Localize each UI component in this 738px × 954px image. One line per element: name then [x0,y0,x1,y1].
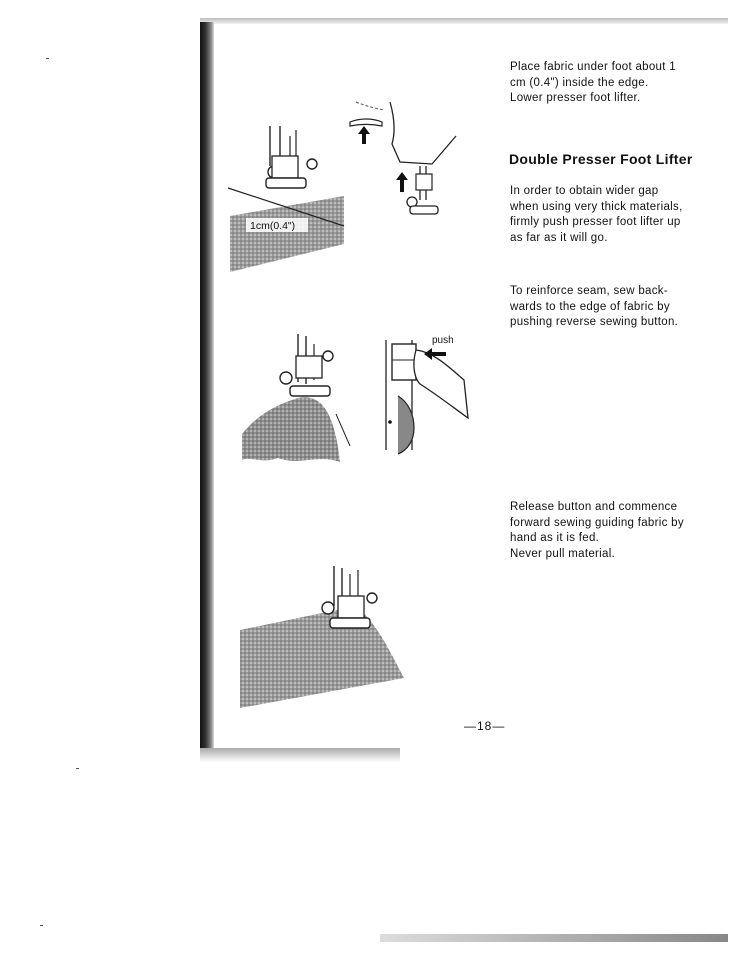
instruction-double-lifter: In order to obtain wider gap when using very thick materials, firmly push presser foot lifter up as far as it will go. [510,185,683,244]
scan-edge-strip [380,934,728,942]
finger-icon [414,350,468,418]
figure-reverse-sewing [238,334,354,466]
page-binding-shadow [200,22,214,752]
presser-foot-icon [410,206,438,214]
arrow-up-icon [358,126,370,144]
figure-reverse-button [384,332,470,482]
scan-speck [46,58,49,59]
scan-speck [40,925,43,926]
figure-forward-sewing [238,566,406,710]
fabric-shape [240,606,404,708]
page-edge-top [200,18,728,24]
thumbscrew-icon [323,351,333,361]
instruction-release-button: Release button and commence forward sewing guiding fabric by hand as it is fed. Never pull material. [510,501,684,560]
measurement-label: 1cm(0.4") [250,220,296,232]
page-edge-bottom [200,748,400,762]
thumbscrew-icon [367,593,377,603]
reverse-button-icon [392,344,416,380]
presser-foot-icon [290,386,330,396]
lifter-lever-icon [350,119,382,126]
presser-foot-icon [330,618,370,628]
machine-head-outline [390,102,456,164]
scan-speck [76,768,79,769]
push-label: push [432,335,454,346]
fabric-shape [242,397,340,462]
instruction-reinforce-seam: To reinforce seam, sew back- wards to the edge of fabric by pushing reverse sewing button. [510,285,679,328]
figure-presser-foot-lifter [346,96,464,226]
arrow-up-icon [396,172,408,192]
page-number: —18— [464,719,506,733]
thumbscrew-icon [307,159,317,169]
instruction-place-fabric: Place fabric under foot about 1 cm (0.4") inside the edge. Lower presser foot lifter. [510,61,676,104]
figure-presser-foot-placement [226,126,346,276]
section-heading: Double Presser Foot Lifter [509,151,693,167]
presser-foot-icon [266,178,306,188]
